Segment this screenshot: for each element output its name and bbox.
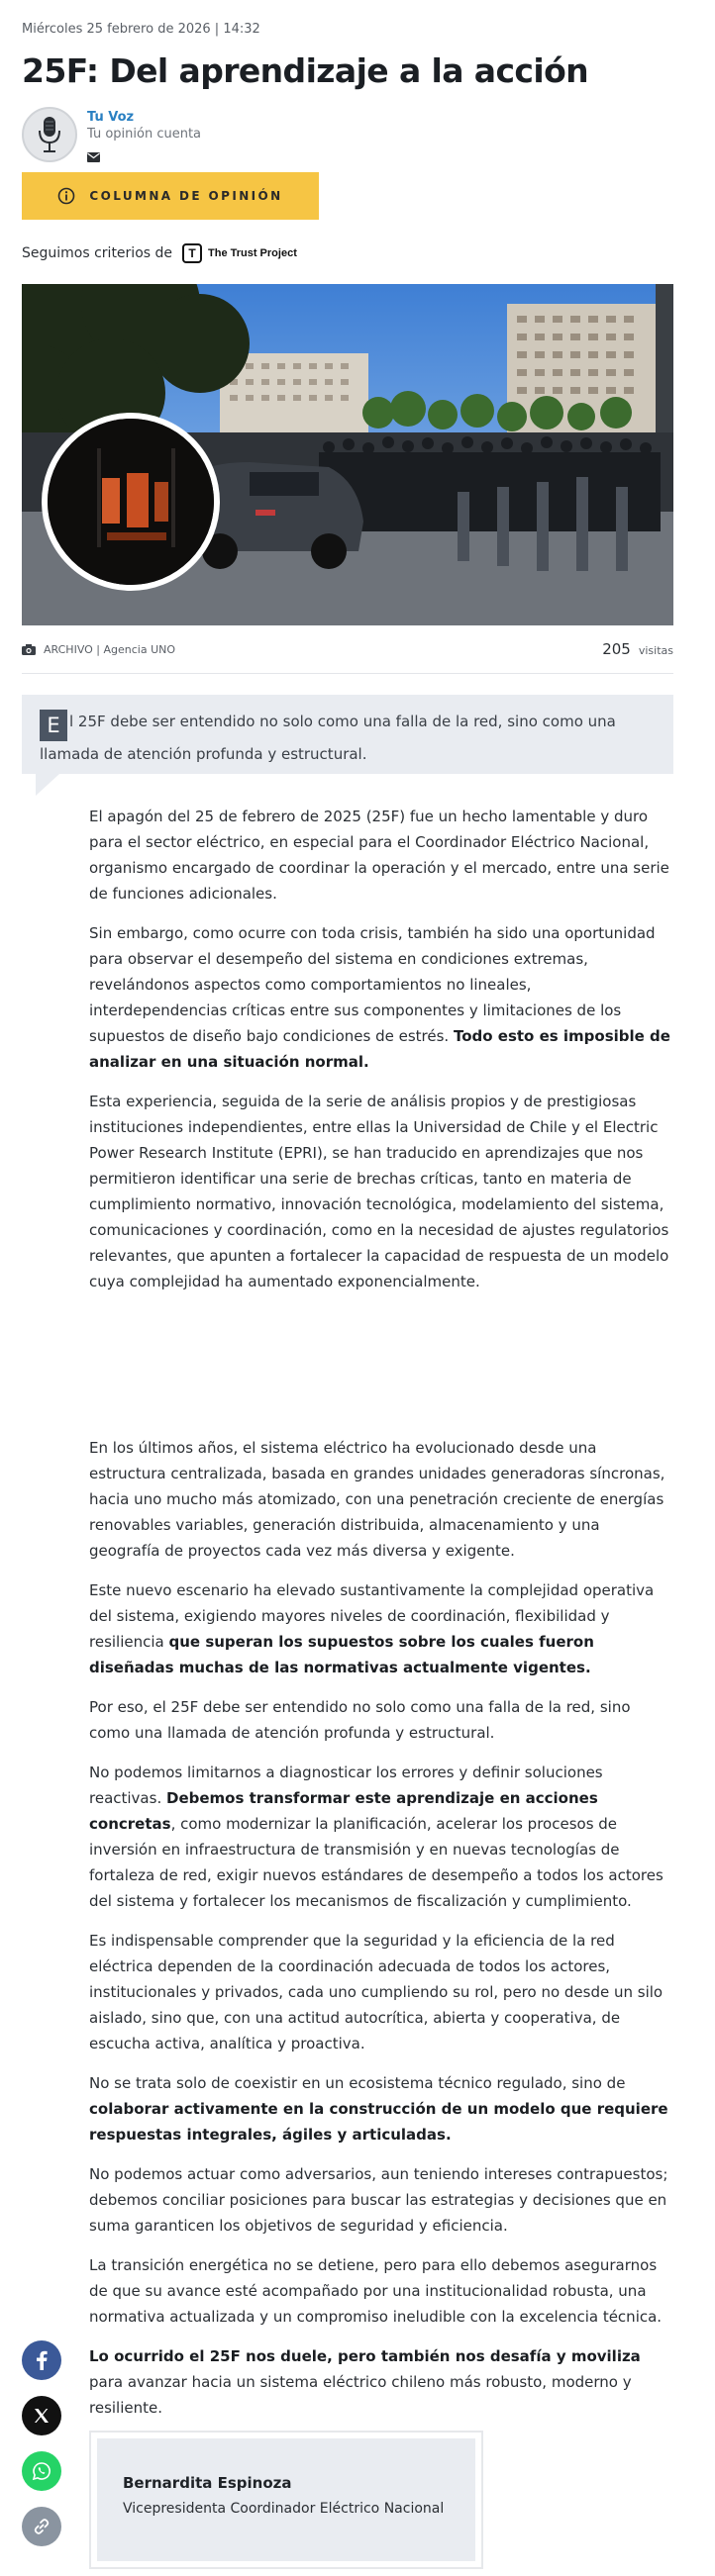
hero-inset-photo <box>42 413 220 591</box>
trust-project-mark: T <box>182 243 202 263</box>
whatsapp-icon <box>32 2461 51 2481</box>
photo-credit: ARCHIVO | Agencia UNO <box>44 642 176 656</box>
author-avatar[interactable] <box>22 107 77 162</box>
meta-divider <box>22 673 673 674</box>
x-icon <box>34 2408 50 2424</box>
opinion-column-badge <box>22 172 319 220</box>
paragraph-9-start: No se trata solo de coexistir en un ecosistema técnico regulado, sino de <box>89 2074 626 2092</box>
paragraph-5 <box>89 1577 673 1680</box>
paragraph-9 <box>89 2070 673 2147</box>
article-title: 25F: Del aprendizaje a la acción <box>22 51 589 90</box>
paragraph-5-bold: que superan los supuestos sobre los cuales fueron diseñadas muchas de las normativas actualmente vigentes. <box>89 1633 594 1676</box>
article-body <box>89 804 673 2434</box>
trust-prefix: Seguimos criterios de <box>22 245 172 261</box>
paragraph-2 <box>89 920 673 1075</box>
paragraph-1: El apagón del 25 de febrero de 2025 (25F) fue un hecho lamentable y duro para el sector eléctrico, en especial para el Coordinador Eléctrico Nacional, organismo encargado de coordinar la operación y el mercado, entre una serie de funciones adicionales. <box>89 808 669 903</box>
lead-quote-body: l 25F debe ser entendido no solo como una falla de la red, sino como una llamada de atención profunda y estructural. <box>40 713 616 763</box>
paragraph-8: Es indispensable comprender que la seguridad y la eficiencia de la red eléctrica dependen de la coordinación adecuada de todos los actores, institucionales y privados, cada uno cumpliendo su rol, pero no desde un silo aislado, sino que, con una actitud autocrítica, abierta y cooperativa, de escucha activa, analítica y proactiva. <box>89 1932 664 2052</box>
camera-icon <box>22 644 36 655</box>
paragraph-9-bold: colaborar activamente en la construcción de un modelo que requiere respuestas integrales, ágiles y articuladas. <box>89 2100 668 2144</box>
visits-label: visitas <box>638 644 673 657</box>
paragraph-7-bold: Debemos transformar este aprendizaje en acciones concretas <box>89 1789 598 1833</box>
share-whatsapp-button[interactable] <box>22 2451 61 2491</box>
paragraph-12-bold: Lo ocurrido el 25F nos duele, pero también nos desafía y moviliza <box>89 2347 641 2365</box>
signature-name: Bernardita Espinoza <box>123 2474 292 2492</box>
paragraph-5-text: Este nuevo escenario ha elevado sustantivamente la complejidad operativa del sistema, exigiendo mayores niveles de coordinación, flexibilidad y resiliencia <box>89 1581 655 1651</box>
facebook-icon <box>36 2350 48 2370</box>
visits-counter <box>602 640 673 658</box>
envelope-icon[interactable] <box>87 147 100 166</box>
ad-space <box>89 1308 673 1435</box>
paragraph-7-end: , como modernizar la planificación, acelerar los procesos de inversión en infraestructura de transmisión y en nuevas tecnologías de fortaleza de red, exigir nuevos estándares de desempeño a todos los actores del sistema y fortalecer los mecanismos de fiscalización y cumplimiento. <box>89 1815 664 1910</box>
lead-quote-text <box>40 709 664 767</box>
author-block <box>22 107 201 164</box>
author-signature-box <box>89 2431 483 2569</box>
trust-project-line <box>22 243 297 263</box>
paragraph-2-text: Sin embargo, como ocurre con toda crisis, también ha sido una oportunidad para observar el desempeño del sistema en condiciones extremas, revelándonos aspectos como comportamientos no lineales, interdependencias críticas entre sus componentes y limitaciones de los supuestos de diseño bajo condiciones de estrés. <box>89 924 656 1045</box>
paragraph-11: La transición energética no se detiene, pero para ello debemos asegurarnos de que su avance esté acompañado por una institucionalidad robusta, una normativa actualizada y un compromiso ineludible con la excelencia técnica. <box>89 2256 663 2326</box>
share-link-button[interactable] <box>22 2507 61 2546</box>
visits-count: 205 <box>602 640 631 658</box>
paragraph-4: En los últimos años, el sistema eléctrico ha evolucionado desde una estructura centralizada, basada en grandes unidades generadoras síncronas, hacia uno mucho más atomizado, con una penetración creciente de energías renovables variables, generación distribuida, almacenamiento y una geografía de proyectos cada vez más diversa y exigente. <box>89 1439 665 1560</box>
microphone-icon <box>35 115 64 154</box>
paragraph-2-bold: Todo esto es imposible de analizar en una situación normal. <box>89 1027 670 1071</box>
lead-quote <box>22 695 673 774</box>
trust-project-logo[interactable] <box>182 243 297 263</box>
paragraph-6: Por eso, el 25F debe ser entendido no solo como una falla de la red, sino como una llamada de atención profunda y estructural. <box>89 1698 631 1742</box>
hero-photo <box>22 284 673 625</box>
paragraph-12 <box>89 2343 673 2421</box>
paragraph-10: No podemos actuar como adversarios, aun teniendo intereses contrapuestos; debemos conciliar posiciones para buscar las estrategias y decisiones que en suma garanticen los objetivos de seguridad y eficiencia. <box>89 2165 668 2235</box>
paragraph-3: Esta experiencia, seguida de la serie de análisis propios y de prestigiosas instituciones independientes, entre ellas la Universidad de Chile y el Electric Power Research Institute (EPRI), se han traducido en aprendizajes que nos permitieron identificar una serie de brechas críticas, tanto en materia de cumplimiento normativo, innovación tecnológica, modelamiento del sistema, comunicaciones y coordinación, como en la necesidad de ajustes regulatorios relevantes, que apunten a fortalecer la capacidad de respuesta de un modelo cuya complejidad ha aumentado exponencialmente. <box>89 1093 669 1290</box>
drop-cap: E <box>40 710 67 741</box>
share-facebook-button[interactable] <box>22 2340 61 2380</box>
info-icon <box>57 187 75 205</box>
share-x-button[interactable] <box>22 2396 61 2435</box>
trust-project-name: The Trust Project <box>208 247 297 259</box>
photo-meta-bar <box>22 638 673 660</box>
author-name-link[interactable]: Tu Voz <box>87 110 135 125</box>
author-tagline: Tu opinión cuenta <box>87 127 202 142</box>
paragraph-7 <box>89 1760 673 1914</box>
lead-quote-tail <box>36 774 59 796</box>
link-icon <box>32 2517 51 2536</box>
opinion-column-label: COLUMNA DE OPINIÓN <box>89 189 283 203</box>
signature-role: Vicepresidenta Coordinador Eléctrico Nacional <box>123 2501 445 2517</box>
article-date: Miércoles 25 febrero de 2026 | 14:32 <box>22 22 260 37</box>
paragraph-7-start: No podemos limitarnos a diagnosticar los errores y definir soluciones reactivas. <box>89 1764 603 1807</box>
paragraph-12-end: para avanzar hacia un sistema eléctrico chileno más robusto, moderno y resiliente. <box>89 2373 632 2417</box>
